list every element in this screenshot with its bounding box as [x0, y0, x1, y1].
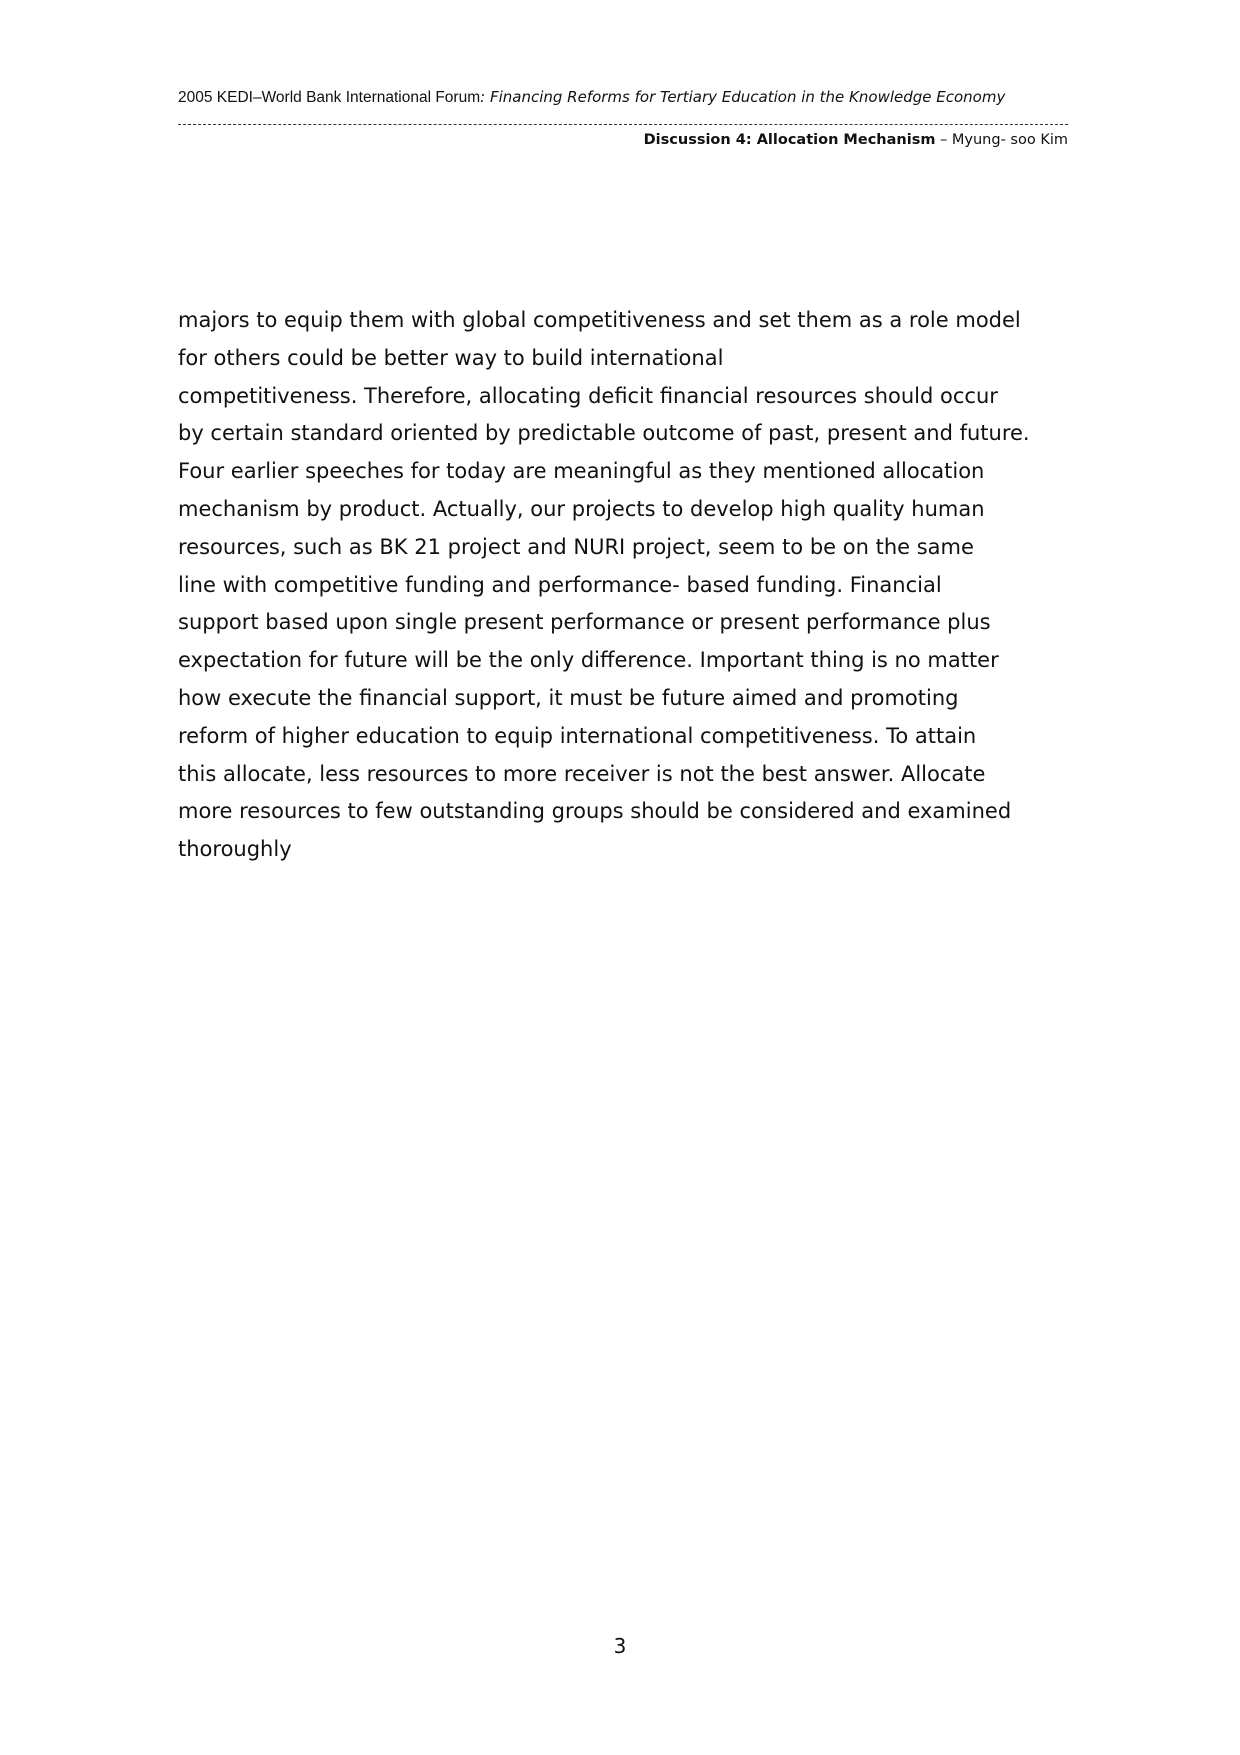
text-line: for others could be better way to build international	[178, 345, 724, 370]
text-line: reform of higher education to equip international competitiveness. To attain	[178, 723, 977, 748]
text-line: majors to equip them with global competitiveness and set them as a role model	[178, 308, 1021, 332]
text-line: mechanism by product. Actually, our projects to develop high quality human	[178, 496, 985, 521]
author-name: – Myung- soo Kim	[935, 132, 1068, 148]
text-line: how execute the financial support, it must be future aimed and promoting	[178, 685, 959, 710]
text-line: more resources to few outstanding groups should be considered and examined	[178, 799, 1012, 824]
forum-title: : Financing Reforms for Tertiary Education in the Knowledge Economy	[480, 88, 1006, 106]
text-line: competitiveness. Therefore, allocating deficit financial resources should occur	[178, 383, 998, 408]
text-line: Four earlier speeches for today are meaningful as they mentioned allocation	[178, 459, 985, 484]
section-title: Discussion 4: Allocation Mechanism	[643, 132, 936, 148]
running-header	[178, 88, 1005, 107]
text-line: thoroughly	[178, 837, 292, 862]
forum-name: 2005 KEDI–World Bank International Forum	[178, 89, 481, 106]
body-text	[178, 302, 1078, 869]
page-number: 3	[613, 1634, 627, 1658]
section-header	[644, 132, 1068, 148]
text-line: by certain standard oriented by predictable outcome of past, present and future.	[178, 421, 1030, 446]
text-line: support based upon single present performance or present performance plus	[178, 610, 991, 635]
text-line: line with competitive funding and performance- based funding. Financial	[178, 572, 942, 597]
text-line: resources, such as BK 21 project and NURI project, seem to be on the same	[178, 534, 974, 559]
text-line: this allocate, less resources to more receiver is not the best answer. Allocate	[178, 761, 986, 786]
text-line: expectation for future will be the only difference. Important thing is no matter	[178, 648, 999, 673]
header-divider	[178, 124, 1068, 125]
